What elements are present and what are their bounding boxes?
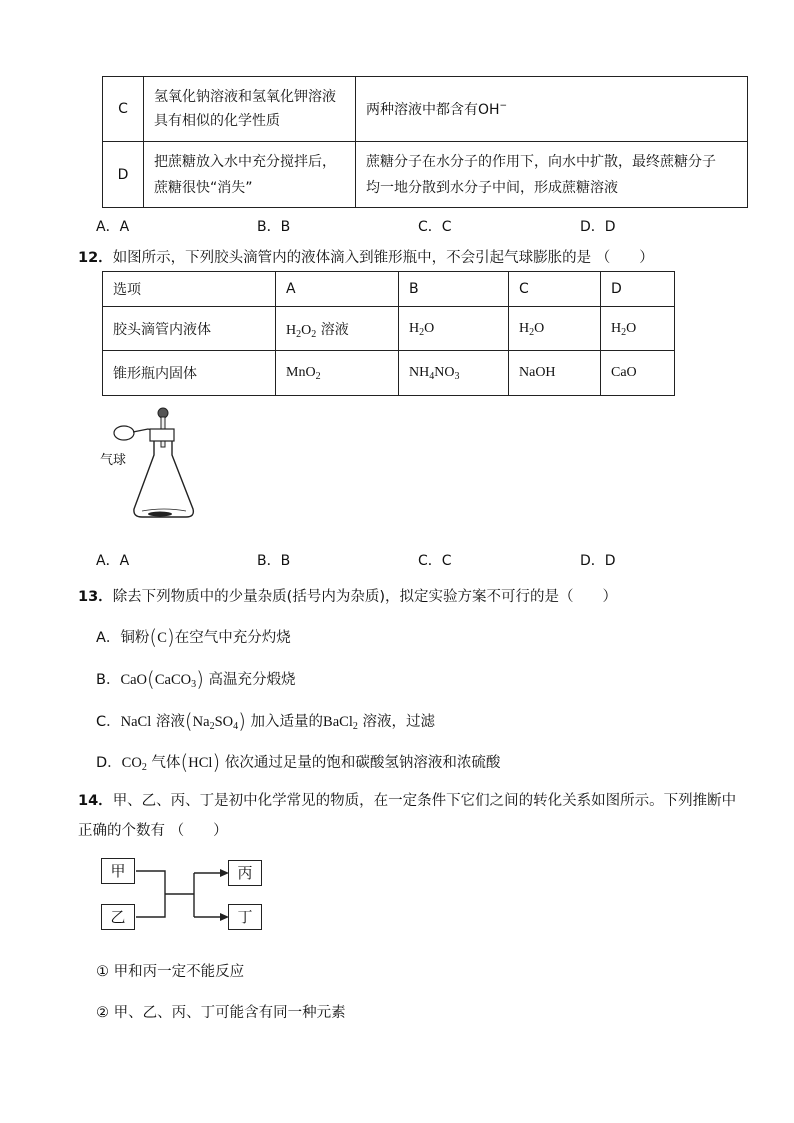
- header-cell: B: [399, 272, 509, 307]
- liquid-c: $H_2O$: [509, 307, 601, 351]
- q12-option-a[interactable]: A．A: [96, 553, 130, 569]
- q14-stem-line1: [78, 789, 736, 810]
- option-cell: D: [103, 142, 144, 208]
- solid-c: NaOH: [509, 351, 601, 396]
- q13-stem: [78, 585, 617, 606]
- explanation-cell: [356, 142, 748, 208]
- balloon-label: 气球: [100, 453, 127, 468]
- fact-line: 把蔗糖放入水中充分搅拌后，: [154, 153, 336, 170]
- liquid-d: $H_2O$: [601, 307, 675, 351]
- q11-option-a[interactable]: A．A: [96, 219, 130, 235]
- q11-option-d[interactable]: D．D: [580, 219, 616, 235]
- header-cell: D: [601, 272, 675, 307]
- fact-cell: [144, 77, 356, 142]
- box-yi: 乙: [101, 904, 135, 930]
- box-ding: 丁: [228, 904, 262, 930]
- reaction-arrows: [130, 860, 240, 930]
- table-row: [103, 77, 748, 142]
- q12-stem: [78, 246, 654, 267]
- header-cell: 选项: [103, 272, 276, 307]
- explanation-cell: [356, 77, 748, 142]
- q11-table: [102, 76, 748, 208]
- question-number: 14．: [78, 793, 113, 809]
- table-row: [103, 272, 675, 307]
- fact-cell: [144, 142, 356, 208]
- explanation-line: 均一地分散到水分子中间，形成蔗糖溶液: [366, 179, 618, 196]
- box-bing: 丙: [228, 860, 262, 886]
- q13-option-d[interactable]: D．$CO_2$ 气体(HCl) 依次通过足量的饱和碳酸氢钠溶液和浓硫酸: [96, 750, 501, 774]
- fact-line: 具有相似的化学性质: [154, 113, 280, 129]
- option-cell: C: [103, 77, 144, 142]
- q12-option-c[interactable]: C．C: [418, 553, 452, 569]
- explanation-line: 蔗糖分子在水分子的作用下，向水中扩散，最终蔗糖分子: [366, 153, 716, 170]
- solid-a: MnO$_2$: [276, 351, 399, 396]
- q13-option-c[interactable]: C．NaCl 溶液$(Na_2SO_4)$ 加入适量的BaCl$_2$ 溶液，过滤: [96, 709, 435, 733]
- table-row: [103, 142, 748, 208]
- q14-statement-2: ② 甲、乙、丙、丁可能含有同一种元素: [96, 1005, 346, 1021]
- flask-balloon-figure: [100, 405, 200, 525]
- solid-b: $NH_4NO_3$: [399, 351, 509, 396]
- question-number: 13．: [78, 589, 113, 605]
- fact-line: 氢氧化钠溶液和氢氧化钾溶液: [154, 89, 336, 105]
- explanation-line: 两种溶液中都含有OH: [366, 102, 500, 118]
- charge-superscript: −: [499, 101, 508, 111]
- liquid-a: $H_2O_2$ 溶液: [276, 307, 399, 351]
- q11-option-b[interactable]: B．B: [257, 219, 291, 235]
- fact-line: 蔗糖很快“消失”: [154, 179, 253, 196]
- row-label: 胶头滴管内液体: [103, 307, 276, 351]
- q14-stem-line2: 正确的个数有 （ ）: [78, 823, 228, 839]
- header-cell: A: [276, 272, 399, 307]
- box-jia: 甲: [101, 858, 135, 884]
- q12-table: [102, 271, 675, 396]
- header-cell: C: [509, 272, 601, 307]
- q11-option-c[interactable]: C．C: [418, 219, 452, 235]
- question-text: 如图所示，下列胶头滴管内的液体滴入到锥形瓶中，不会引起气球膨胀的是 （ ）: [112, 250, 654, 266]
- row-label: 锥形瓶内固体: [103, 351, 276, 396]
- q13-option-b[interactable]: B．CaO(CaCO$_3$) 高温充分煅烧: [96, 667, 296, 691]
- solid-d: CaO: [601, 351, 675, 396]
- question-text: 除去下列物质中的少量杂质(括号内为杂质)，拟定实验方案不可行的是（ ）: [112, 589, 617, 605]
- q14-statement-1: ① 甲和丙一定不能反应: [96, 964, 245, 980]
- table-row: [103, 307, 675, 351]
- q12-option-b[interactable]: B．B: [257, 553, 291, 569]
- q12-option-d[interactable]: D．D: [580, 553, 616, 569]
- question-text: 甲、乙、丙、丁是初中化学常见的物质，在一定条件下它们之间的转化关系如图所示。下列推断中: [112, 793, 737, 809]
- liquid-b: $H_2O$: [399, 307, 509, 351]
- table-row: [103, 351, 675, 396]
- question-number: 12．: [78, 250, 113, 266]
- q13-option-a[interactable]: A．铜粉(C)在空气中充分灼烧: [96, 625, 291, 649]
